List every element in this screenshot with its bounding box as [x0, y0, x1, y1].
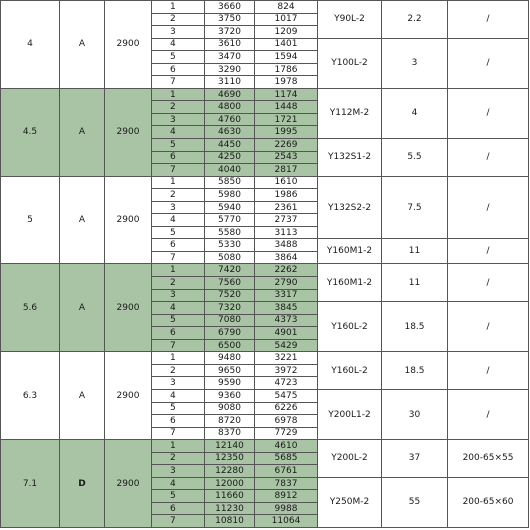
motor-model-cell: Y112M-2 — [318, 88, 382, 138]
flow-cell: 11230 — [205, 502, 255, 515]
operating-point-cell: 7 — [152, 339, 205, 352]
flow-cell: 3110 — [205, 76, 255, 89]
motor-power-cell: 55 — [382, 477, 448, 527]
pressure-cell: 5429 — [255, 339, 318, 352]
motor-power-cell: 2.2 — [382, 1, 448, 39]
motor-model-cell: Y132S1-2 — [318, 139, 382, 177]
pressure-cell: 1209 — [255, 26, 318, 39]
operating-point-cell: 4 — [152, 214, 205, 227]
pressure-cell: 1978 — [255, 76, 318, 89]
table-row — [1, 352, 529, 365]
flow-cell: 3750 — [205, 13, 255, 26]
operating-point-cell: 4 — [152, 389, 205, 402]
flow-cell: 4800 — [205, 101, 255, 114]
pressure-cell: 824 — [255, 1, 318, 14]
extra-spec-cell: / — [448, 88, 529, 138]
motor-model-cell: Y100L-2 — [318, 38, 382, 88]
pressure-cell: 2361 — [255, 201, 318, 214]
flow-cell: 8370 — [205, 427, 255, 440]
motor-power-cell: 37 — [382, 440, 448, 478]
operating-point-cell: 4 — [152, 477, 205, 490]
operating-point-cell: 4 — [152, 126, 205, 139]
flow-cell: 7320 — [205, 302, 255, 315]
pressure-cell: 8912 — [255, 490, 318, 503]
pressure-cell: 2817 — [255, 164, 318, 177]
pressure-cell: 1401 — [255, 38, 318, 51]
pressure-cell: 9988 — [255, 502, 318, 515]
operating-point-cell: 7 — [152, 427, 205, 440]
extra-spec-cell: / — [448, 302, 529, 352]
extra-spec-cell: / — [448, 264, 529, 302]
operating-point-cell: 4 — [152, 302, 205, 315]
pressure-cell: 3845 — [255, 302, 318, 315]
flow-cell: 6790 — [205, 327, 255, 340]
operating-point-cell: 3 — [152, 113, 205, 126]
pressure-cell: 1174 — [255, 88, 318, 101]
operating-point-cell: 2 — [152, 277, 205, 290]
flow-cell: 9650 — [205, 364, 255, 377]
motor-power-cell: 30 — [382, 389, 448, 439]
motor-power-cell: 7.5 — [382, 176, 448, 239]
flow-cell: 4690 — [205, 88, 255, 101]
pressure-cell: 4610 — [255, 440, 318, 453]
impeller-size-cell: 4.5 — [1, 88, 60, 176]
flow-cell: 5770 — [205, 214, 255, 227]
flow-cell: 11660 — [205, 490, 255, 503]
operating-point-cell: 2 — [152, 189, 205, 202]
flow-cell: 3660 — [205, 1, 255, 14]
operating-point-cell: 3 — [152, 465, 205, 478]
motor-model-cell: Y200L1-2 — [318, 389, 382, 439]
pressure-cell: 1594 — [255, 51, 318, 64]
operating-point-cell: 6 — [152, 151, 205, 164]
flow-cell: 3470 — [205, 51, 255, 64]
flow-cell: 12140 — [205, 440, 255, 453]
table-row — [1, 1, 529, 14]
flow-cell: 9480 — [205, 352, 255, 365]
table-row — [1, 88, 529, 101]
motor-power-cell: 11 — [382, 239, 448, 264]
motor-model-cell: Y90L-2 — [318, 1, 382, 39]
operating-point-cell: 7 — [152, 251, 205, 264]
extra-spec-cell: / — [448, 1, 529, 39]
pressure-cell: 6226 — [255, 402, 318, 415]
pressure-cell: 3864 — [255, 251, 318, 264]
flow-cell: 3720 — [205, 26, 255, 39]
speed-cell: 2900 — [105, 440, 152, 528]
flow-cell: 5850 — [205, 176, 255, 189]
flow-cell: 9590 — [205, 377, 255, 390]
pressure-cell: 1448 — [255, 101, 318, 114]
extra-spec-cell: / — [448, 389, 529, 439]
motor-power-cell: 18.5 — [382, 352, 448, 390]
motor-model-cell: Y200L-2 — [318, 440, 382, 478]
pressure-cell: 6978 — [255, 415, 318, 428]
motor-model-cell: Y132S2-2 — [318, 176, 382, 239]
motor-power-cell: 18.5 — [382, 302, 448, 352]
operating-point-cell: 7 — [152, 515, 205, 528]
impeller-size-cell: 5 — [1, 176, 60, 264]
pressure-cell: 1995 — [255, 126, 318, 139]
operating-point-cell: 2 — [152, 452, 205, 465]
pressure-cell: 2262 — [255, 264, 318, 277]
speed-cell: 2900 — [105, 1, 152, 89]
flow-cell: 5330 — [205, 239, 255, 252]
flow-cell: 7080 — [205, 314, 255, 327]
operating-point-cell: 6 — [152, 502, 205, 515]
pressure-cell: 2269 — [255, 139, 318, 152]
pressure-cell: 1017 — [255, 13, 318, 26]
pressure-cell: 2790 — [255, 277, 318, 290]
flow-cell: 4630 — [205, 126, 255, 139]
operating-point-cell: 1 — [152, 352, 205, 365]
operating-point-cell: 2 — [152, 101, 205, 114]
extra-spec-cell: / — [448, 176, 529, 239]
operating-point-cell: 7 — [152, 76, 205, 89]
flow-cell: 7420 — [205, 264, 255, 277]
pressure-cell: 5475 — [255, 389, 318, 402]
operating-point-cell: 5 — [152, 51, 205, 64]
flow-cell: 6500 — [205, 339, 255, 352]
pressure-cell: 3488 — [255, 239, 318, 252]
flow-cell: 4450 — [205, 139, 255, 152]
table-row — [1, 440, 529, 453]
operating-point-cell: 2 — [152, 364, 205, 377]
pressure-cell: 4901 — [255, 327, 318, 340]
pressure-cell: 4373 — [255, 314, 318, 327]
pressure-cell: 1610 — [255, 176, 318, 189]
operating-point-cell: 6 — [152, 415, 205, 428]
operating-point-cell: 3 — [152, 26, 205, 39]
pressure-cell: 5685 — [255, 452, 318, 465]
flow-cell: 5080 — [205, 251, 255, 264]
drive-type-cell: A — [60, 352, 105, 440]
flow-cell: 7520 — [205, 289, 255, 302]
table-row — [1, 264, 529, 277]
pressure-cell: 1986 — [255, 189, 318, 202]
drive-type-cell: A — [60, 264, 105, 352]
table-body — [1, 1, 529, 528]
extra-spec-cell: 200-65×55 — [448, 440, 529, 478]
operating-point-cell: 1 — [152, 88, 205, 101]
operating-point-cell: 7 — [152, 164, 205, 177]
pressure-cell: 7837 — [255, 477, 318, 490]
impeller-size-cell: 7.1 — [1, 440, 60, 528]
pressure-cell: 11064 — [255, 515, 318, 528]
flow-cell: 12000 — [205, 477, 255, 490]
pressure-cell: 1721 — [255, 113, 318, 126]
operating-point-cell: 6 — [152, 63, 205, 76]
flow-cell: 4250 — [205, 151, 255, 164]
motor-power-cell: 5.5 — [382, 139, 448, 177]
operating-point-cell: 6 — [152, 327, 205, 340]
pressure-cell: 2737 — [255, 214, 318, 227]
extra-spec-cell: / — [448, 38, 529, 88]
motor-model-cell: Y160L-2 — [318, 352, 382, 390]
pressure-cell: 3972 — [255, 364, 318, 377]
drive-type-cell: D — [60, 440, 105, 528]
drive-type-cell: A — [60, 1, 105, 89]
speed-cell: 2900 — [105, 88, 152, 176]
impeller-size-cell: 4 — [1, 1, 60, 89]
extra-spec-cell: / — [448, 352, 529, 390]
operating-point-cell: 5 — [152, 226, 205, 239]
flow-cell: 4760 — [205, 113, 255, 126]
pressure-cell: 3113 — [255, 226, 318, 239]
flow-cell: 4040 — [205, 164, 255, 177]
flow-cell: 9080 — [205, 402, 255, 415]
operating-point-cell: 4 — [152, 38, 205, 51]
motor-power-cell: 3 — [382, 38, 448, 88]
motor-model-cell: Y160L-2 — [318, 302, 382, 352]
pressure-cell: 2543 — [255, 151, 318, 164]
flow-cell: 3610 — [205, 38, 255, 51]
flow-cell: 9360 — [205, 389, 255, 402]
flow-cell: 5580 — [205, 226, 255, 239]
impeller-size-cell: 6.3 — [1, 352, 60, 440]
impeller-size-cell: 5.6 — [1, 264, 60, 352]
pressure-cell: 3221 — [255, 352, 318, 365]
flow-cell: 10810 — [205, 515, 255, 528]
extra-spec-cell: 200-65×60 — [448, 477, 529, 527]
motor-model-cell: Y160M1-2 — [318, 239, 382, 264]
flow-cell: 12350 — [205, 452, 255, 465]
operating-point-cell: 1 — [152, 1, 205, 14]
pressure-cell: 4723 — [255, 377, 318, 390]
motor-model-cell: Y250M-2 — [318, 477, 382, 527]
flow-cell: 5940 — [205, 201, 255, 214]
speed-cell: 2900 — [105, 352, 152, 440]
operating-point-cell: 5 — [152, 139, 205, 152]
extra-spec-cell: / — [448, 239, 529, 264]
motor-power-cell: 4 — [382, 88, 448, 138]
pressure-cell: 1786 — [255, 63, 318, 76]
pressure-cell: 6761 — [255, 465, 318, 478]
operating-point-cell: 5 — [152, 490, 205, 503]
operating-point-cell: 2 — [152, 13, 205, 26]
operating-point-cell: 1 — [152, 264, 205, 277]
speed-cell: 2900 — [105, 264, 152, 352]
operating-point-cell: 3 — [152, 201, 205, 214]
operating-point-cell: 1 — [152, 440, 205, 453]
operating-point-cell: 3 — [152, 289, 205, 302]
operating-point-cell: 5 — [152, 314, 205, 327]
operating-point-cell: 1 — [152, 176, 205, 189]
flow-cell: 7560 — [205, 277, 255, 290]
flow-cell: 8720 — [205, 415, 255, 428]
speed-cell: 2900 — [105, 176, 152, 264]
operating-point-cell: 3 — [152, 377, 205, 390]
drive-type-cell: A — [60, 176, 105, 264]
operating-point-cell: 6 — [152, 239, 205, 252]
pressure-cell: 7729 — [255, 427, 318, 440]
extra-spec-cell: / — [448, 139, 529, 177]
operating-point-cell: 5 — [152, 402, 205, 415]
flow-cell: 12280 — [205, 465, 255, 478]
flow-cell: 5980 — [205, 189, 255, 202]
flow-cell: 3290 — [205, 63, 255, 76]
motor-power-cell: 11 — [382, 264, 448, 302]
table-row — [1, 176, 529, 189]
drive-type-cell: A — [60, 88, 105, 176]
pressure-cell: 3317 — [255, 289, 318, 302]
motor-model-cell: Y160M1-2 — [318, 264, 382, 302]
